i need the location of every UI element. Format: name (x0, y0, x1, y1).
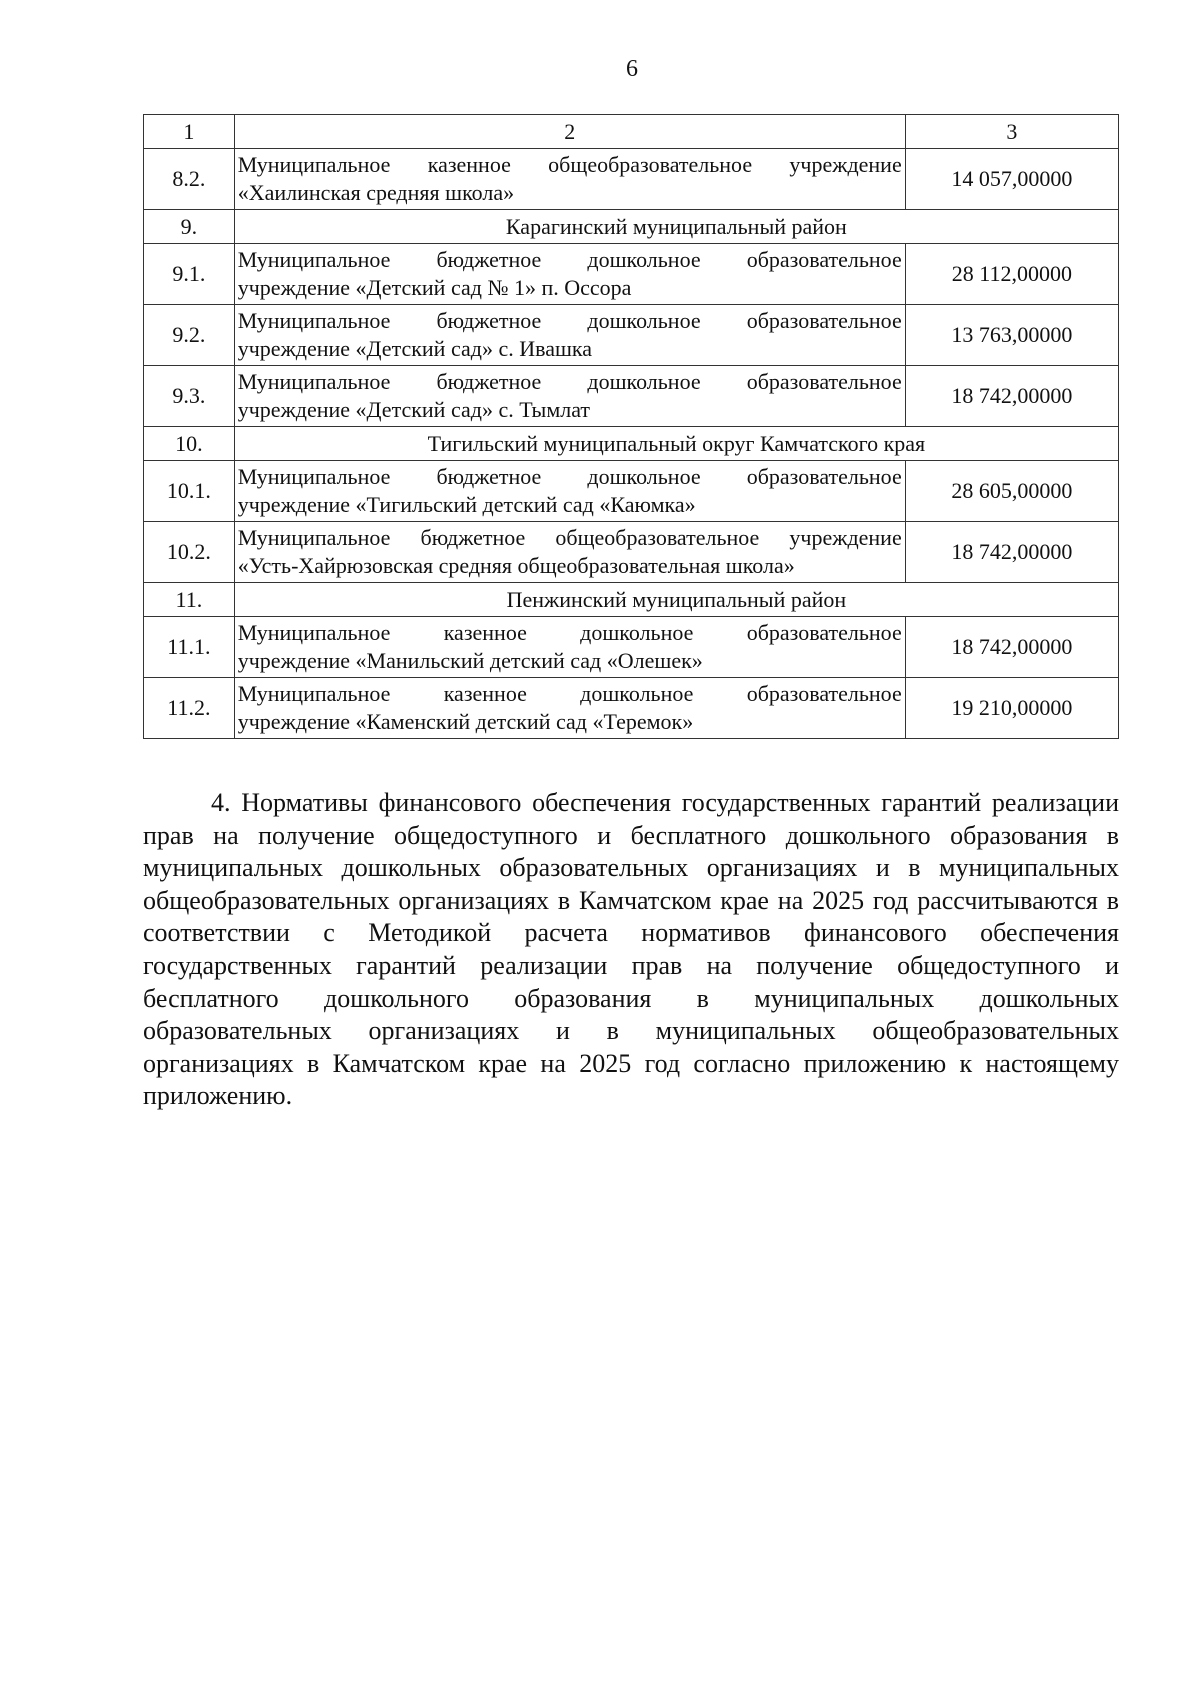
table-row (144, 305, 1119, 366)
institution-name (234, 305, 905, 366)
table-row (144, 678, 1119, 739)
table-row (144, 522, 1119, 583)
amount-value: 14 057,00000 (905, 149, 1118, 210)
header-col-2: 2 (234, 115, 905, 149)
table-header-row (144, 115, 1119, 149)
district-row (144, 583, 1119, 617)
table-row (144, 244, 1119, 305)
row-number: 11. (144, 583, 235, 617)
row-number: 8.2. (144, 149, 235, 210)
amount-value: 28 112,00000 (905, 244, 1118, 305)
row-number: 11.1. (144, 617, 235, 678)
institution-name-line2: «Хаилинская средняя школа» (237, 180, 515, 205)
district-name: Карагинский муниципальный район (234, 210, 1118, 244)
row-number: 9.1. (144, 244, 235, 305)
amount-value: 18 742,00000 (905, 522, 1118, 583)
institution-name (234, 522, 905, 583)
row-number: 9. (144, 210, 235, 244)
institution-name-line2: учреждение «Манильский детский сад «Олешек» (237, 648, 703, 673)
institution-name (234, 461, 905, 522)
institution-name-line2: учреждение «Детский сад» с. Ивашка (237, 336, 593, 361)
table-row (144, 617, 1119, 678)
institution-name-line2: учреждение «Каменский детский сад «Теремок» (237, 709, 694, 734)
institution-name-line1: Муниципальное казенное дошкольное образовательное (237, 681, 902, 706)
header-col-1: 1 (144, 115, 235, 149)
institution-name-line2: учреждение «Тигильский детский сад «Каюмка» (237, 492, 696, 517)
institution-name (234, 149, 905, 210)
amount-value: 13 763,00000 (905, 305, 1118, 366)
institution-name (234, 678, 905, 739)
table-row (144, 461, 1119, 522)
institution-name (234, 617, 905, 678)
row-number: 10.1. (144, 461, 235, 522)
institution-name-line1: Муниципальное бюджетное общеобразовательное учреждение (237, 525, 902, 550)
institution-name-line1: Муниципальное казенное дошкольное образовательное (237, 620, 902, 645)
table-row (144, 366, 1119, 427)
institution-name-line2: учреждение «Детский сад» с. Тымлат (237, 397, 591, 422)
paragraph-4 (143, 787, 1119, 1113)
row-number: 10. (144, 427, 235, 461)
row-number: 11.2. (144, 678, 235, 739)
institution-name-line1: Муниципальное бюджетное дошкольное образовательное (237, 464, 902, 489)
institution-name-line1: Муниципальное казенное общеобразовательное учреждение (237, 152, 902, 177)
institution-name-line1: Муниципальное бюджетное дошкольное образовательное (237, 247, 902, 272)
amount-value: 18 742,00000 (905, 617, 1118, 678)
institution-name-line1: Муниципальное бюджетное дошкольное образовательное (237, 369, 902, 394)
district-row (144, 427, 1119, 461)
institution-name-line2: «Усть-Хайрюзовская средняя общеобразовательная школа» (237, 553, 795, 578)
institution-name (234, 244, 905, 305)
table-row (144, 149, 1119, 210)
amount-value: 18 742,00000 (905, 366, 1118, 427)
row-number: 9.2. (144, 305, 235, 366)
amount-value: 28 605,00000 (905, 461, 1118, 522)
amount-value: 19 210,00000 (905, 678, 1118, 739)
district-name: Пенжинский муниципальный район (234, 583, 1118, 617)
institution-name-line2: учреждение «Детский сад № 1» п. Оссора (237, 275, 632, 300)
institution-name-line1: Муниципальное бюджетное дошкольное образовательное (237, 308, 902, 333)
paragraph-text: 4. Нормативы финансового обеспечения государственных гарантий реализации прав на получение общедоступного и бесплатного дошкольного образования в муниципальных дошкольных образовательных организациях и в муниципальных общеобразовательных организациях в Камчатском крае на 2025 год рассчитываются в соответствии с Методикой расчета нормативов финансового обеспечения государственных гарантий реализации прав на получение общедоступного и бесплатного дошкольного образования в муниципальных дошкольных образовательных организациях и в муниципальных общеобразовательных организациях в Камчатском крае на 2025 год согласно приложению к настоящему приложению. (143, 788, 1119, 1111)
row-number: 9.3. (144, 366, 235, 427)
header-col-3: 3 (905, 115, 1118, 149)
district-row (144, 210, 1119, 244)
funding-table (143, 114, 1119, 739)
institution-name (234, 366, 905, 427)
page-number: 6 (626, 56, 638, 82)
district-name: Тигильский муниципальный округ Камчатского края (234, 427, 1118, 461)
row-number: 10.2. (144, 522, 235, 583)
